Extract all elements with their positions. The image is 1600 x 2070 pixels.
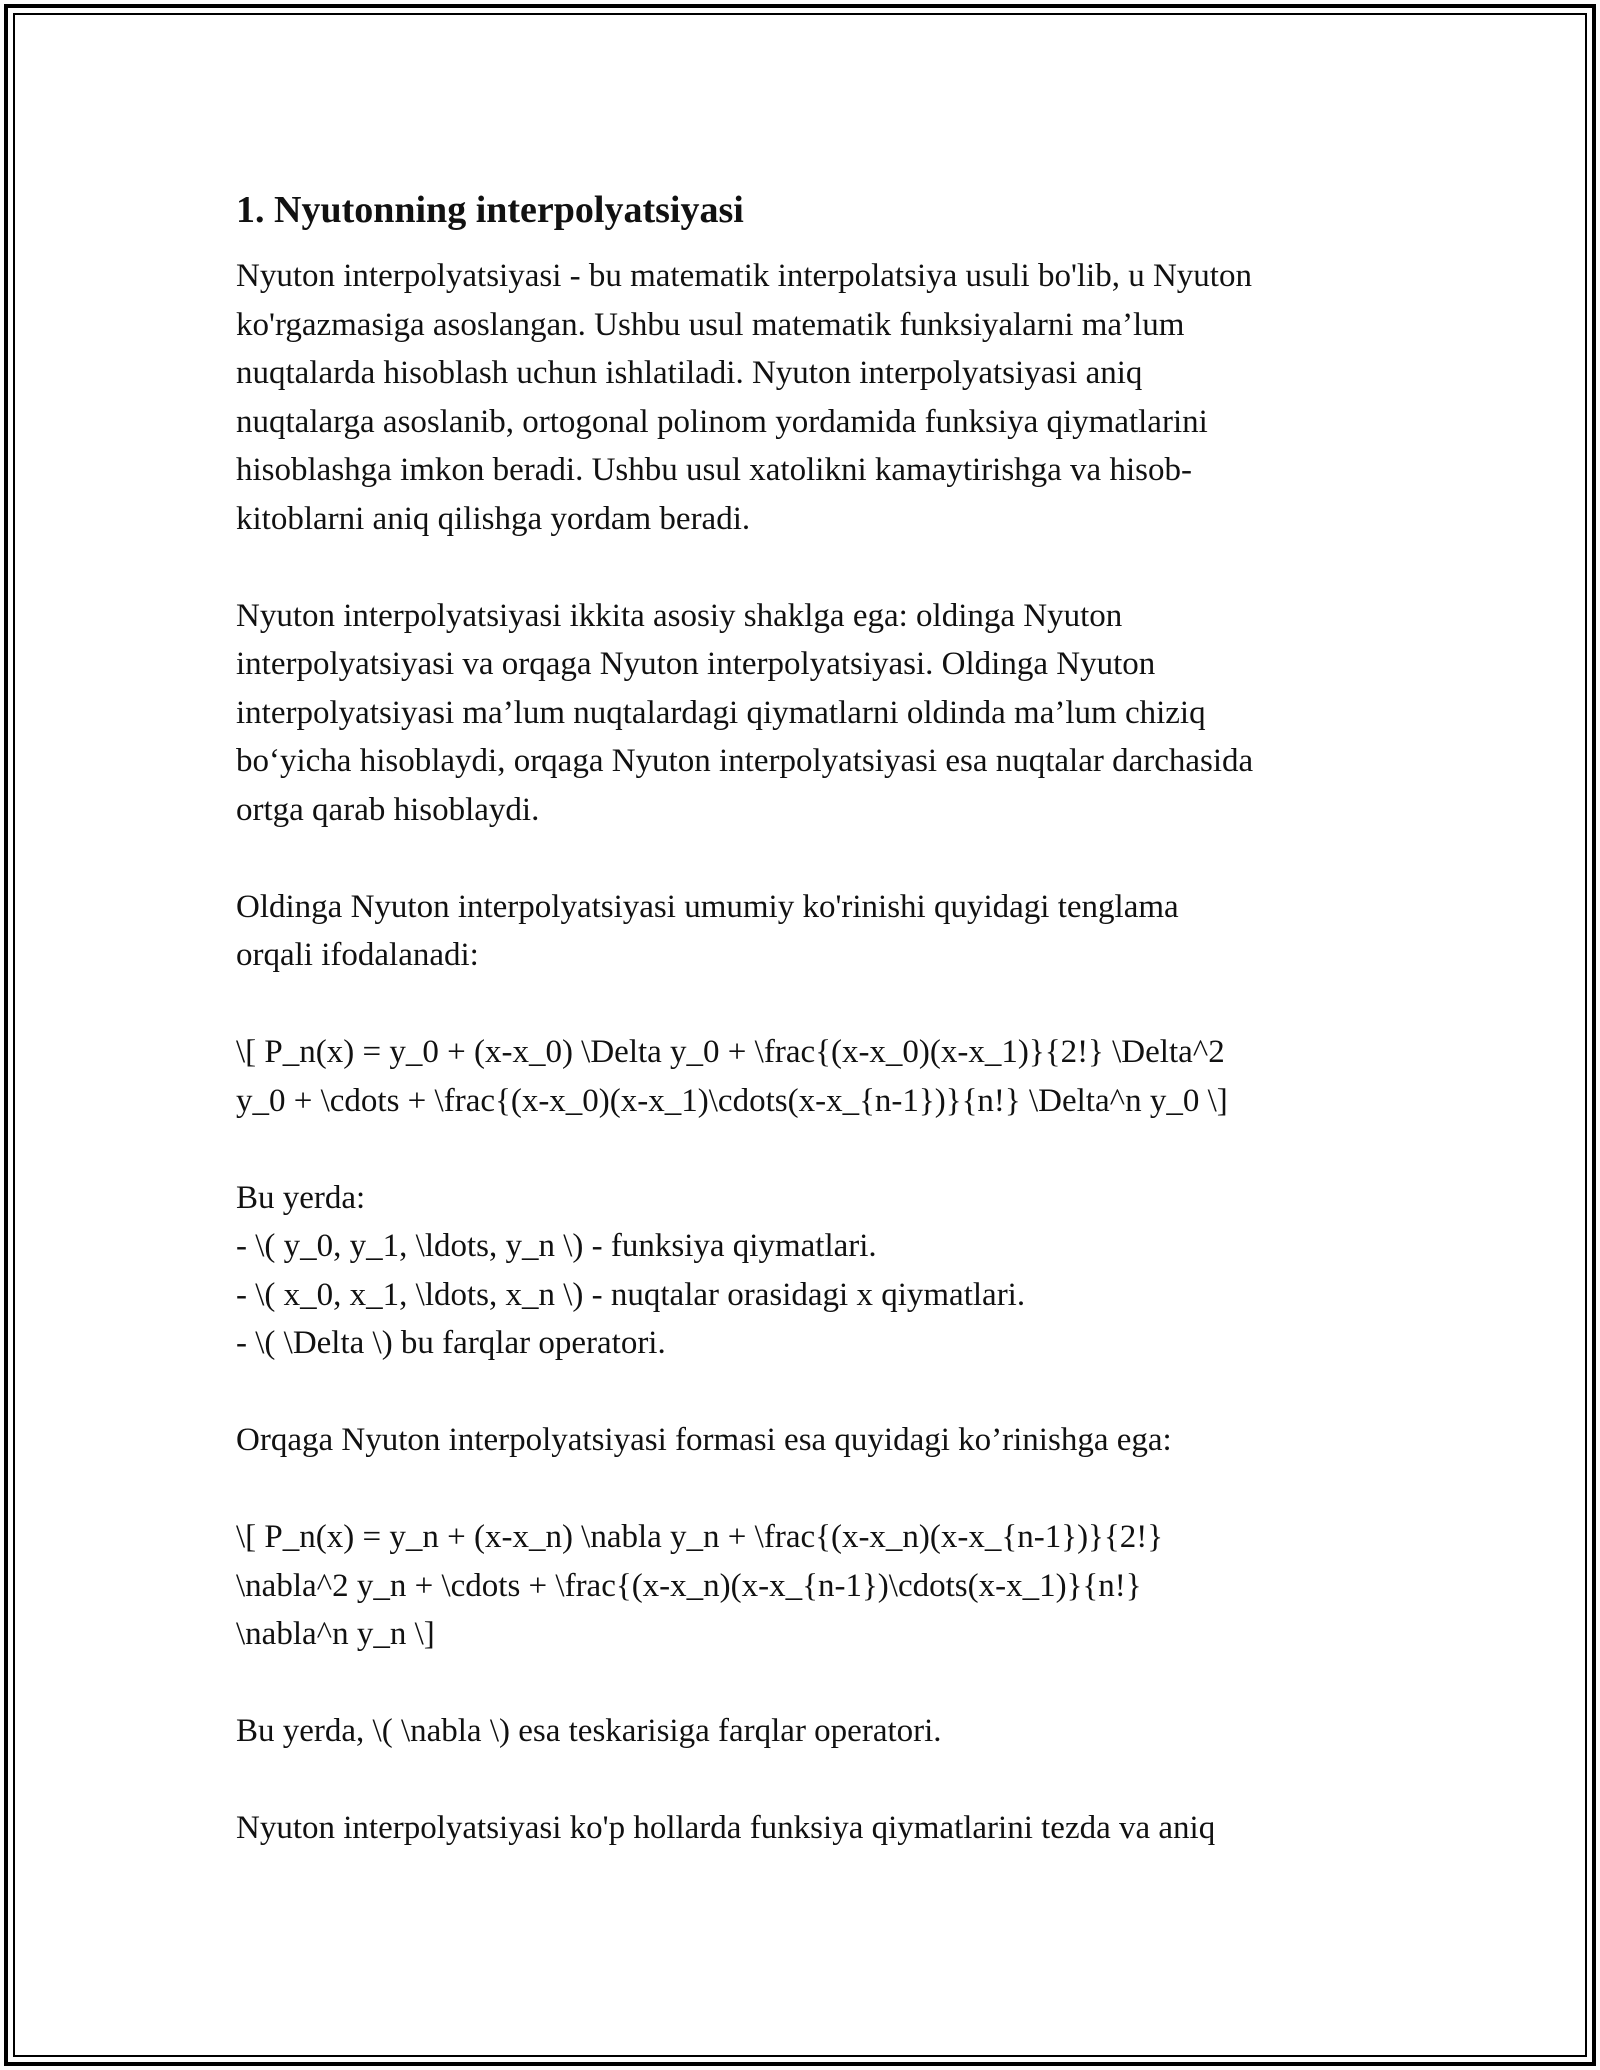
paragraph-forward-intro: Oldinga Nyuton interpolyatsiyasi umumiy ko'rinishi quyidagi tenglama orqali ifodalanadi: — [236, 888, 1179, 973]
document-body — [236, 186, 1396, 1853]
paragraph-backward-intro: Orqaga Nyuton interpolyatsiyasi formasi esa quyidagi ko’rinishga ega: — [236, 1422, 1172, 1458]
paragraph-gap — [236, 1125, 1396, 1174]
section-heading: 1. Nyutonning interpolyatsiyasi — [236, 189, 744, 231]
paragraph-gap — [236, 1659, 1396, 1708]
paragraph-conclusion: Nyuton interpolyatsiyasi ko'p hollarda funksiya qiymatlarini tezda va aniq — [236, 1810, 1216, 1846]
paragraph-nabla-note: Bu yerda, \( \nabla \) esa teskarisiga farqlar operatori. — [236, 1713, 942, 1749]
formula-backward: \[ P_n(x) = y_n + (x-x_n) \nabla y_n + \frac{(x-x_n)(x-x_{n-1})}{2!} \nabla^2 y_n + \cdots + \frac{(x-x_n)(x-x_{n-1})\cdots(x-x_1)}{n!} \nabla^n y_n \] — [236, 1519, 1164, 1652]
paragraph-gap — [236, 834, 1396, 883]
paragraph-gap — [236, 543, 1396, 592]
paragraph-intro: Nyuton interpolyatsiyasi - bu matematik interpolatsiya usuli bo'lib, u Nyuton ko'rgazmasiga asoslangan. Ushbu usul matematik funksiyalarni ma’lum nuqtalarda hisoblash uchun ishlatiladi. Nyuton interpolyatsiyasi aniq nuqtalarga asoslanib, ortogonal polinom yordamida funksiya qiymatlarini hisoblashga imkon beradi. Ushbu usul xatolikni kamaytirishga va hisob- kitoblarni aniq qilishga yordam beradi. — [236, 258, 1252, 537]
paragraph-gap — [236, 1465, 1396, 1514]
paragraph-gap — [236, 980, 1396, 1029]
formula-forward: \[ P_n(x) = y_0 + (x-x_0) \Delta y_0 + \frac{(x-x_0)(x-x_1)}{2!} \Delta^2 y_0 + \cdots + \frac{(x-x_0)(x-x_1)\cdots(x-x_{n-1})}{n!} \Delta^n y_0 \] — [236, 1034, 1228, 1119]
paragraph-two-forms: Nyuton interpolyatsiyasi ikkita asosiy shaklga ega: oldinga Nyuton interpolyatsiyasi va orqaga Nyuton interpolyatsiyasi. Oldinga Nyuton interpolyatsiyasi ma’lum nuqtalardagi qiymatlarni oldinda ma’lum chiziq bo‘yicha hisoblaydi, orqaga Nyuton interpolyatsiyasi esa nuqtalar darchasida ortga qarab hisoblaydi. — [236, 597, 1254, 828]
definitions-list: Bu yerda: - \( y_0, y_1, \ldots, y_n \) - funksiya qiymatlari. - \( x_0, x_1, \ldots, x_n \) - nuqtalar orasidagi x qiymatlari. - \( \Delta \) bu farqlar operatori. — [236, 1179, 1026, 1361]
paragraph-gap — [236, 1756, 1396, 1805]
paragraph-gap — [236, 1368, 1396, 1417]
